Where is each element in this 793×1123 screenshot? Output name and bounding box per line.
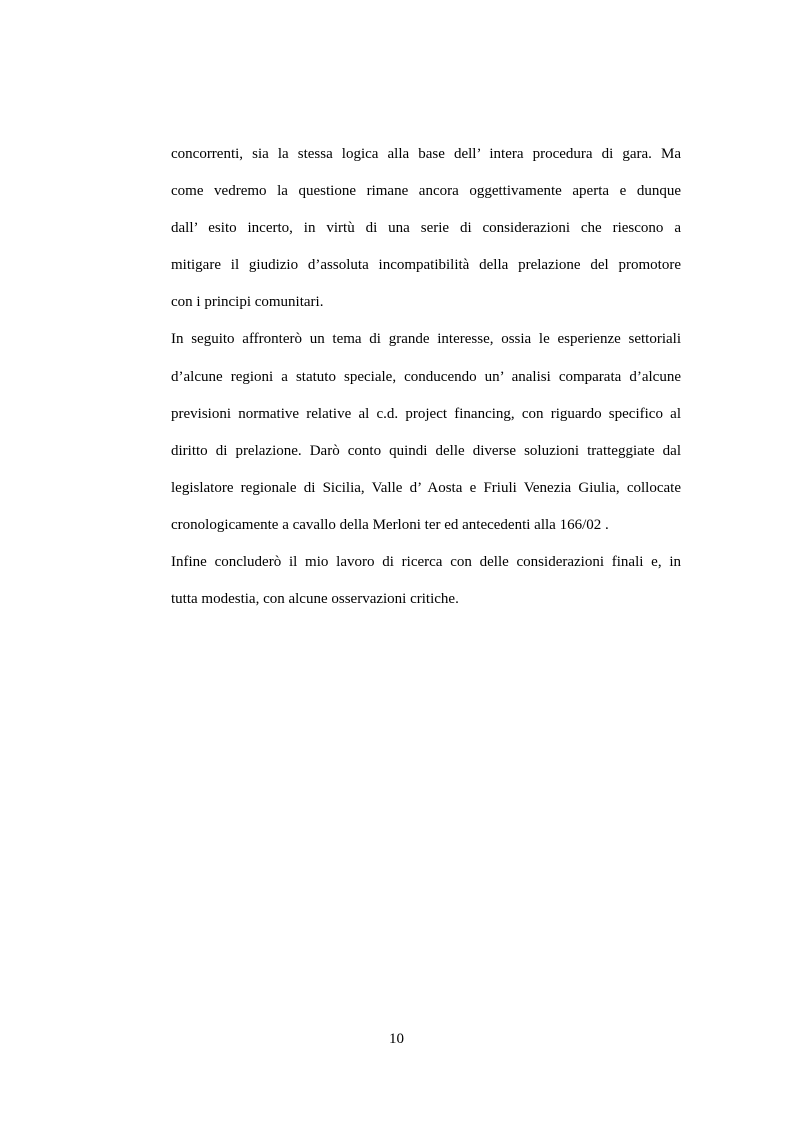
page-number: 10 [389,1031,404,1047]
text-line: previsioni normative relative al c.d. project financing, con riguardo specifico al [171,405,681,422]
text-line: con i principi comunitari. [171,294,324,311]
text-line: d’alcune regioni a statuto speciale, conducendo un’ analisi comparata d’alcune [171,368,681,385]
text-line: dall’ esito incerto, in virtù di una serie di considerazioni che riescono a [171,220,681,237]
paragraph-2 [171,325,681,548]
text-line: cronologicamente a cavallo della Merloni ter ed antecedenti alla 166/02 . [171,516,609,533]
text-line: come vedremo la questione rimane ancora oggettivamente aperta e dunque [171,183,681,200]
text-line: diritto di prelazione. Darò conto quindi delle diverse soluzioni tratteggiate dal [171,442,681,459]
text-line: tutta modestia, con alcune osservazioni critiche. [171,591,459,608]
text-line: In seguito affronterò un tema di grande interesse, ossia le esperienze settoriali [171,331,681,348]
text-line: mitigare il giudizio d’assoluta incompatibilità della prelazione del promotore [171,257,681,274]
text-line: Infine concluderò il mio lavoro di ricerca con delle considerazioni finali e, in [171,554,681,571]
text-line: concorrenti, sia la stessa logica alla base dell’ intera procedura di gara. Ma [171,146,681,162]
body-text [171,140,681,622]
text-line: legislatore regionale di Sicilia, Valle d’ Aosta e Friuli Venezia Giulia, collocate [171,479,681,496]
paragraph-1 [171,140,681,325]
paragraph-3 [171,548,681,622]
